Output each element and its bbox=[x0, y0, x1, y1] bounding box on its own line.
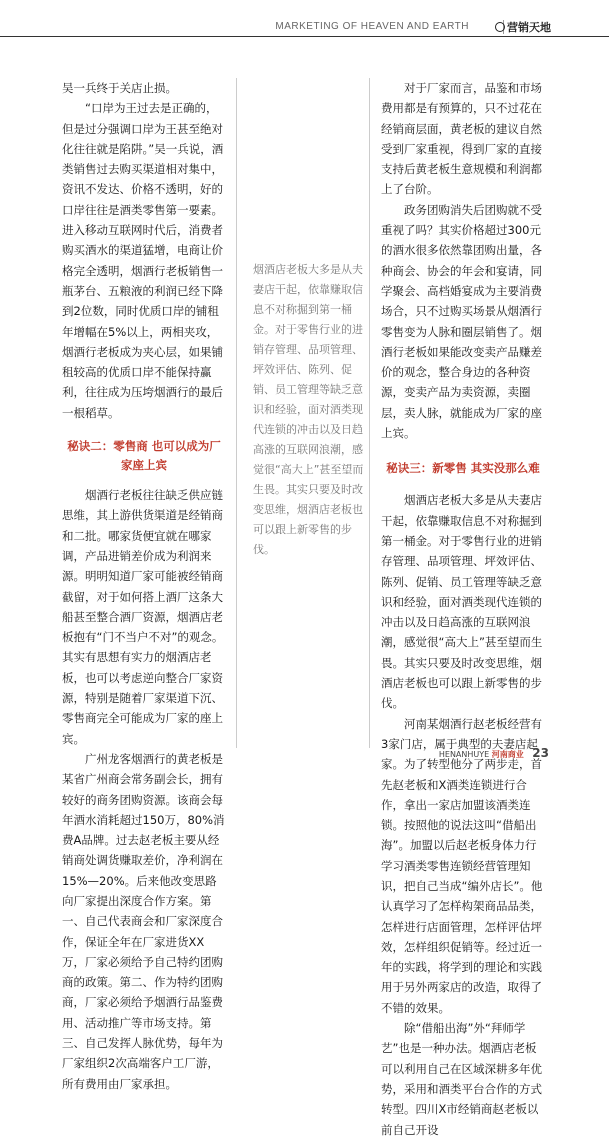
section-heading: 秘诀二：零售商 也可以成为厂家座上宾 bbox=[67, 439, 221, 473]
page-number: 23 bbox=[532, 746, 549, 760]
paragraph: 烟酒店老板大多是从夫妻店干起，依靠赚取信息不对称掘到第一桶金。对于零售行业的进销存管理、品项管理、坪效评估、陈列、促销、员工管理等缺乏意识和经验，面对酒类现代连锁的冲击以及日趋高涨的互联网浪潮，感觉很“高大上”甚至望而生畏。其实只要及时改变思维，烟酒店老板也可以跟上新零售的步伐。 bbox=[381, 493, 543, 711]
pullquote: 烟酒店老板大多是从夫妻店干起，依靠赚取信息不对称掘到第一桶金。对于零售行业的进销存管理、品项管理、坪效评估、陈列、促销、员工管理等缺乏意识和经验，面对酒类现代连锁的冲击以及日趋高涨的互联网浪潮，感觉很“高大上”甚至望而生畏。其实只要及时改变思维，烟酒店老板也可以跟上新零售的步伐。 bbox=[253, 263, 364, 556]
column-3 bbox=[381, 78, 545, 1140]
header-rule bbox=[0, 36, 609, 37]
section-heading: 秘诀三：新零售 其实没那么难 bbox=[386, 461, 540, 476]
page-footer bbox=[439, 746, 549, 760]
section-name: 营销天地 bbox=[507, 21, 551, 34]
footer-tag: 河南商业 bbox=[491, 750, 524, 759]
footer-magazine: HENANHUYE bbox=[438, 750, 490, 759]
section-icon bbox=[495, 22, 505, 32]
paragraph: “口岸为王过去是正确的，但是过分强调口岸为王甚至绝对化往往就是陷阱。”吴一兵说，酒类销售过去购买渠道相对集中，资讯不发达、价格不透明，好的口岸往往是酒类零售第一要素。进入移动互联网时代后，消费者购买酒水的渠道猛增，电商让价格完全透明，烟酒行老板销售一瓶茅台、五粮液的利润已经下降到2位数，同时优质口岸的铺租年增幅在5%以上，两相夹攻，烟酒行老板成为夹心层，如果铺租较高的优质口岸不能保持赢利，往往成为压垮烟酒行的最后一根稻草。 bbox=[62, 101, 224, 420]
paragraph: 烟酒行老板往往缺乏供应链思维，其上游供货渠道是经销商和二批。哪家货便宜就在哪家调，产品进销差价成为利润来源。明明知道厂家可能被经销商截留，对于如何搭上酒厂这条大船甚至整合酒厂资源，烟酒店老板抱有“门不当户不对”的观念。其实有思想有实力的烟酒店老板，也可以考虑逆向整合厂家资源，特别是随着厂家渠道下沉、零售商完全可能成为厂家的座上宾。 bbox=[62, 488, 224, 746]
paragraph: 河南某烟酒行赵老板经营有3家门店，属于典型的夫妻店起家。为了转型他分了两步走，首先赵老板和X酒类连锁进行合作，拿出一家店加盟该酒类连锁。按照他的说法这叫“借船出海”。加盟以后赵老板身体力行学习酒类零售连锁经营管理知识，把自己当成“编外店长”。他认真学习了怎样构架商品品类，怎样进行店面管理，怎样评估坪效，怎样组织促销等。经过近一年的实践，将学到的理论和实践用于另外两家店的改造，取得了不错的效果。 bbox=[381, 716, 543, 1015]
paragraph: 除“借船出海”外“拜师学艺”也是一种办法。烟酒店老板可以利用自己在区域深耕多年优势，采用和酒类平台合作的方式转型。四川X市经销商赵老板以前自己开设 bbox=[381, 1021, 542, 1137]
column-1 bbox=[62, 78, 226, 1094]
paragraph: 对于厂家而言，品鉴和市场费用都是有预算的，只不过花在经销商层面，黄老板的建议自然受到厂家重视，得到厂家的直接支持后黄老板生意规模和利润都上了台阶。 bbox=[381, 81, 542, 197]
magazine-title: MARKETING OF HEAVEN AND EARTH bbox=[275, 21, 469, 32]
paragraph: 吴一兵终于关店止损。 bbox=[62, 81, 177, 95]
paragraph: 广州龙客烟酒行的黄老板是某省广州商会常务副会长，拥有较好的商务团购资源。该商会每年酒水消耗超过150万，80%消费A品牌。过去赵老板主要从经销商处调货赚取差价，净利润在15%—20%。后来他改变思路向厂家提出深度合作方案。第一、自己代表商会和厂家深度合作，保证全年在厂家进货XX万，厂家必须给予自己特约团购商的政策。第二、作为特约团购商，厂家必须给予烟酒行品鉴费用、活动推广等市场支持。第三、自己发挥人脉优势，每年为厂家组织2次高端客户工厂游，所有费用由厂家承担。 bbox=[62, 751, 225, 1091]
paragraph: 政务团购消失后团购就不受重视了吗？其实价格超过300元的酒水很多依然靠团购出量，各种商会、协会的年会和宴请，同学聚会、高档婚宴成为主要消费场合，只不过购买场景从烟酒行零售变为人脉和圈层销售了。烟酒行老板如果能改变卖产品赚差价的观念，整合身边的各种资源，变卖产品为卖资源，卖圈层，卖人脉，就能成为厂家的座上宾。 bbox=[381, 202, 542, 441]
section-label bbox=[495, 19, 551, 35]
